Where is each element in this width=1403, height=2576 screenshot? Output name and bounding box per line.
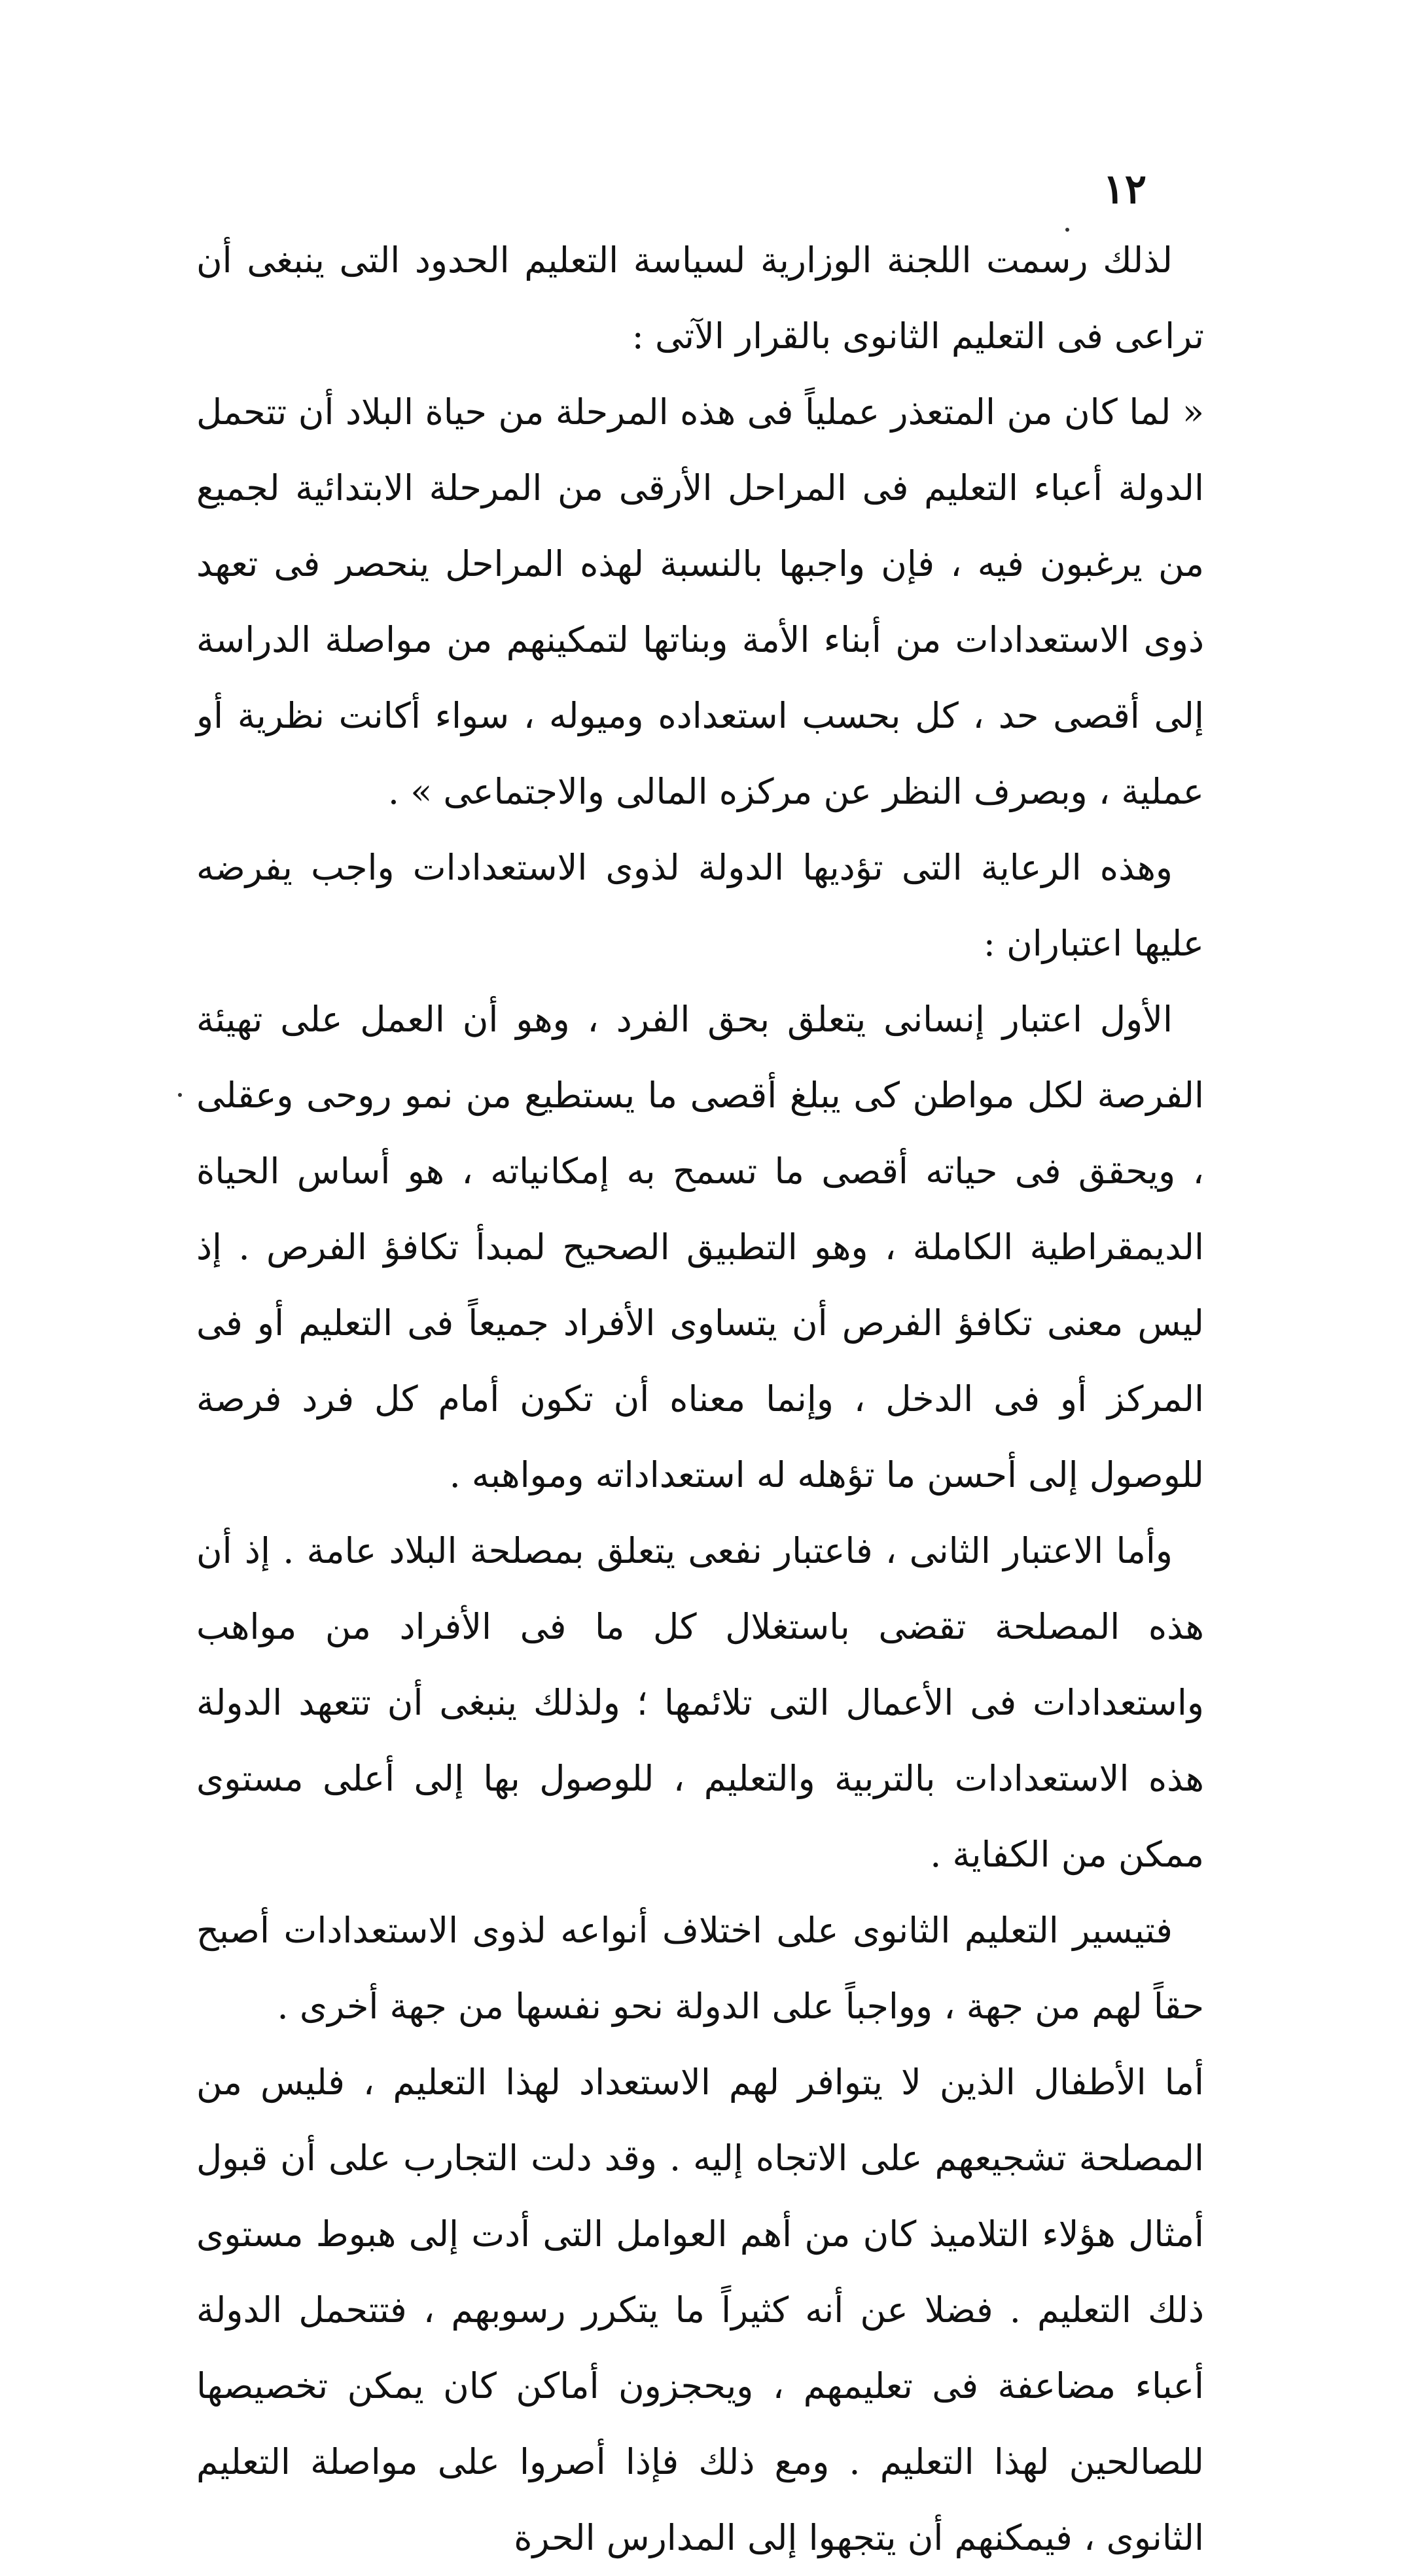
paragraph-intro: لذلك رسمت اللجنة الوزارية لسياسة التعليم الحدود التى ينبغى أن تراعى فى التعليم الثانوى بالقرار الآتى : <box>196 240 1204 357</box>
margin-speck <box>1065 228 1069 232</box>
paragraph-first-consideration: الأول اعتبار إنسانى يتعلق بحق الفرد ، وهو أن العمل على تهيئة الفرصة لكل مواطن كى يبلغ أقصى ما يستطيع من نمو روحى وعقلى ، ويحقق فى حياته أقصى ما تسمح به إمكانياته ، هو أساس الحياة الديمقراطية الكاملة ، وهو التطبيق الصحيح لمبدأ تكافؤ الفرص . إذ ليس معنى تكافؤ الفرص أن يتساوى الأفراد جميعاً فى التعليم أو فى المركز أو فى الدخل ، وإنما معناه أن تكون أمام كل فرد فرصة للوصول إلى أحسن ما تؤهله له استعداداته ومواهبه . <box>196 999 1204 1495</box>
paragraph-second-consideration: وأما الاعتبار الثانى ، فاعتبار نفعى يتعلق بمصلحة البلاد عامة . إذ أن هذه المصلحة تقضى باستغلال كل ما فى الأفراد من مواهب واستعدادات فى الأعمال التى تلائمها ؛ ولذلك ينبغى أن تتعهد الدولة هذه الاستعدادات بالتربية والتعليم ، للوصول بها إلى أعلى مستوى ممكن من الكفاية . <box>196 1530 1204 1875</box>
body-text <box>196 223 1204 2576</box>
paragraph-decree-quote: « لما كان من المتعذر عملياً فى هذه المرحلة من حياة البلاد أن تتحمل الدولة أعباء التعليم فى المراحل الأرقى من المرحلة الابتدائية لجميع من يرغبون فيه ، فإن واجبها بالنسبة لهذه المراحل ينحصر فى تعهد ذوى الاستعدادات من أبناء الأمة وبناتها لتمكينهم من مواصلة الدراسة إلى أقصى حد ، كل بحسب استعداده وميوله ، سواء أكانت نظرية أو عملية ، وبصرف النظر عن مركزه المالى والاجتماعى » . <box>196 391 1204 812</box>
margin-speck <box>178 1093 182 1097</box>
paragraph-unprepared-children: أما الأطفال الذين لا يتوافر لهم الاستعداد لهذا التعليم ، فليس من المصلحة تشجيعهم على الاتجاه إليه . وقد دلت التجارب على أن قبول أمثال هؤلاء التلاميذ كان من أهم العوامل التى أدت إلى هبوط مستوى ذلك التعليم . فضلا عن أنه كثيراً ما يتكرر رسوبهم ، فتتحمل الدولة أعباء مضاعفة فى تعليمهم ، ويحجزون أماكن كان يمكن تخصيصها للصالحين لهذا التعليم . ومع ذلك فإذا أصروا على مواصلة التعليم الثانوى ، فيمكنهم أن يتجهوا إلى المدارس الحرة <box>196 2062 1204 2558</box>
paragraph-two-considerations: وهذه الرعاية التى تؤديها الدولة لذوى الاستعدادات واجب يفرضه عليها اعتباران : <box>196 847 1204 964</box>
page-number: ١٢ <box>1103 165 1146 213</box>
paragraph-right-and-duty: فتيسير التعليم الثانوى على اختلاف أنواعه لذوى الاستعدادات أصبح حقاً لهم من جهة ، وواجباً على الدولة نحو نفسها من جهة أخرى . <box>196 1910 1204 2027</box>
